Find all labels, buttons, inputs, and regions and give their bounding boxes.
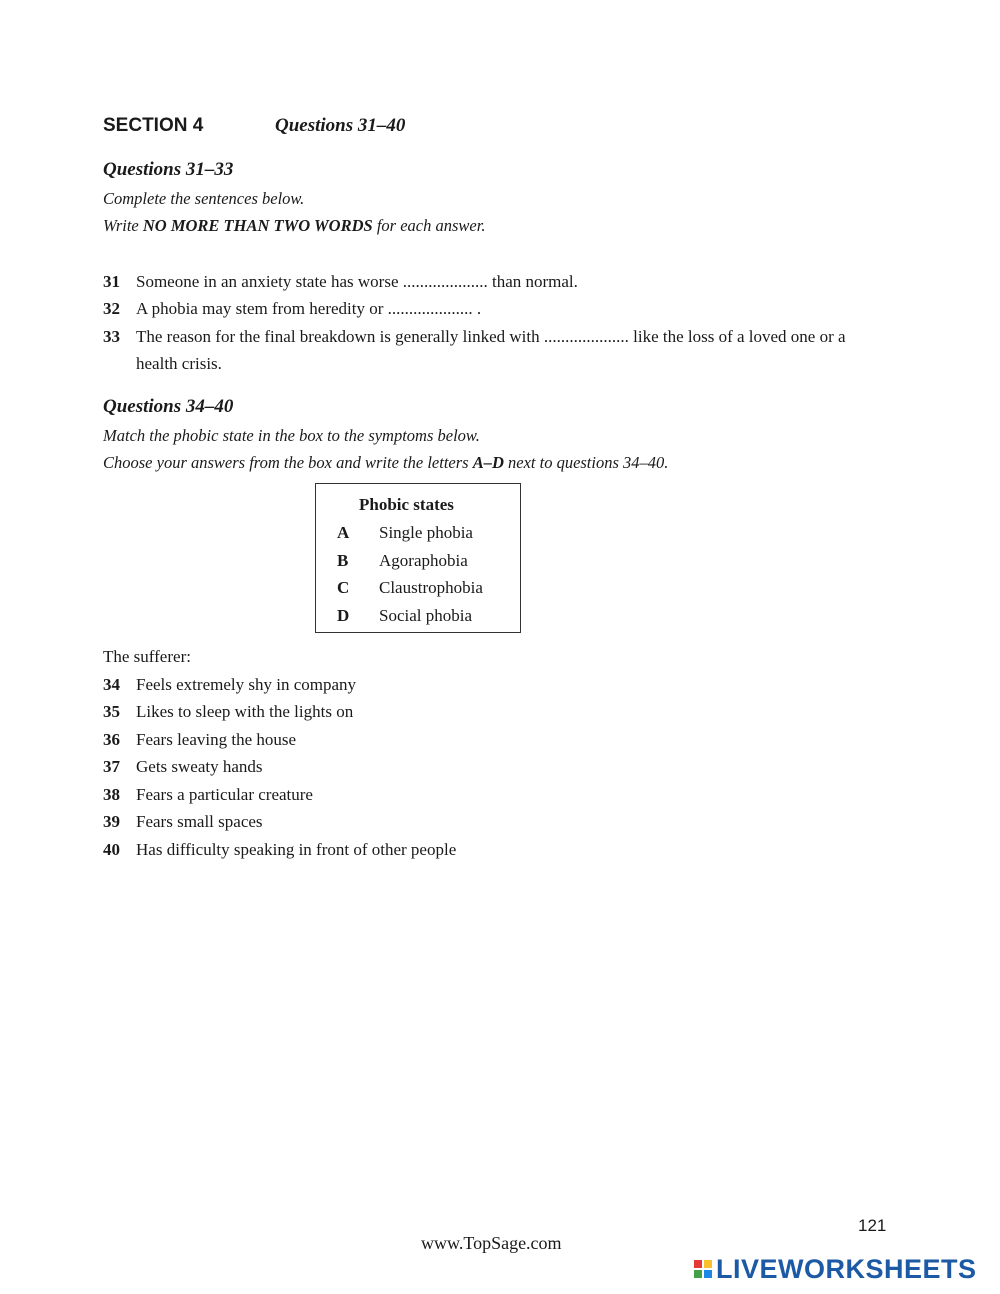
option-label: Agoraphobia [379,551,468,570]
section-questions-range: Questions 31–40 [275,115,406,136]
question-number: 33 [103,327,120,346]
option-letter: C [337,578,350,597]
instruction-word-limit: Write NO MORE THAN TWO WORDS for each answer. [103,216,486,235]
question-text: Fears small spaces [136,812,263,831]
question-text: Fears leaving the house [136,730,297,749]
question-number: 38 [103,785,120,804]
section-title: SECTION 4 [103,115,204,136]
question-number: 31 [103,272,120,291]
question-number: 35 [103,702,120,721]
question-text-continued: health crisis. [136,354,222,373]
question-text: A phobia may stem from heredity or .................... . [136,299,482,318]
box-title: Phobic states [359,495,454,514]
instruction-complete: Complete the sentences below. [103,189,305,208]
logo-block [694,1270,702,1278]
question-number: 34 [103,675,120,694]
logo-block [704,1270,712,1278]
logo-text: LIVEWORKSHEETS [716,1253,977,1284]
question-number: 40 [103,840,120,859]
phobic-states-box [315,483,521,633]
instruction-choose: Choose your answers from the box and write the letters A–D next to questions 34–40. [103,453,669,472]
option-letter: A [337,523,350,542]
question-text: Feels extremely shy in company [136,675,357,694]
question-number: 36 [103,730,120,749]
option-letter: D [337,606,350,625]
logo-block [694,1260,702,1268]
instruction-match: Match the phobic state in the box to the symptoms below. [103,426,480,445]
question-text: Likes to sleep with the lights on [136,702,354,721]
liveworksheets-logo[interactable] [694,1254,977,1284]
option-letter: B [337,551,349,570]
question-text: Fears a particular creature [136,785,313,804]
question-text: Gets sweaty hands [136,757,263,776]
questions-31-33-heading: Questions 31–33 [103,159,234,180]
questions-34-40-heading: Questions 34–40 [103,396,234,417]
option-label: Claustrophobia [379,578,483,597]
question-text: Someone in an anxiety state has worse .................... than normal. [136,272,578,291]
logo-blocks-icon [694,1260,712,1278]
question-number: 37 [103,757,120,776]
question-text: The reason for the final breakdown is generally linked with .................... like the loss of a loved one or a [136,327,846,346]
page-number: 121 [858,1216,887,1235]
question-text: Has difficulty speaking in front of other people [136,840,457,859]
question-number: 39 [103,812,120,831]
footer-url: www.TopSage.com [421,1233,562,1253]
question-number: 32 [103,299,120,318]
sufferer-lead: The sufferer: [103,647,191,666]
option-label: Social phobia [379,606,473,625]
option-label: Single phobia [379,523,473,542]
logo-block [704,1260,712,1268]
